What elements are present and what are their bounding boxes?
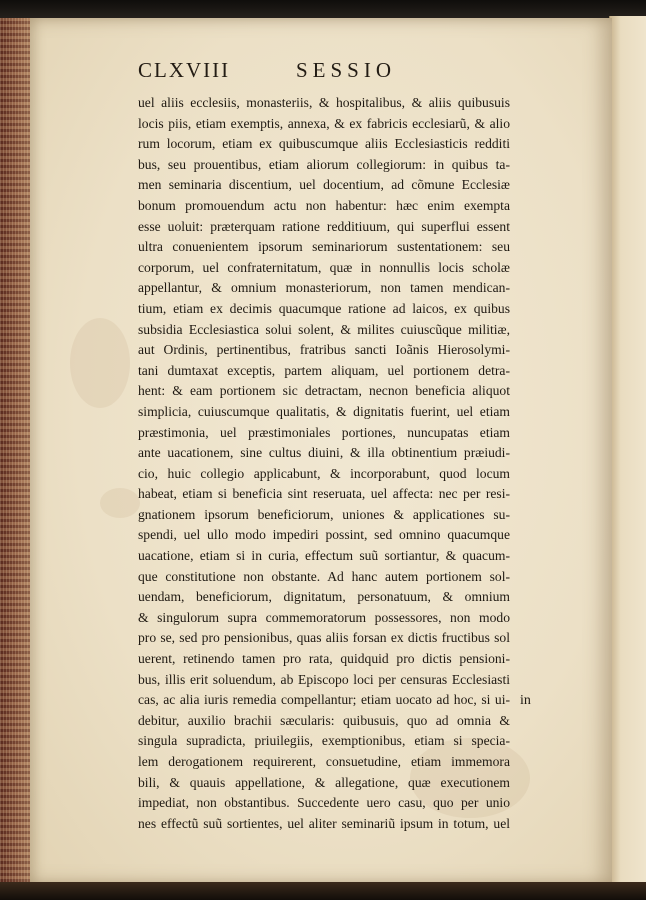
text-line: uel aliis ecclesiis, monasteriis, & hospitalibus, & aliis quibusuis <box>138 95 510 110</box>
text-line: tium, etiam ex decimis quacumque ratione ad laicos, ex quibus <box>138 300 510 316</box>
backdrop-bottom <box>0 882 646 900</box>
text-line: uendam, beneficiorum, dignitatum, personatuum, & omnium <box>138 589 510 605</box>
text-line: bus, illis erit soluendum, ab Episcopo loci per censuras Ecclesiasti <box>138 671 510 687</box>
text-line: locis piis, etiam exemptis, annexa, & ex fabricis ecclesiarũ, & alio <box>138 115 510 131</box>
text-line: hent: & eam portionem sic detractam, necnon beneficia aliquot <box>138 383 510 399</box>
text-line: habeat, etiam si beneficia sint reseruata, uel affecta: nec per resi- <box>138 486 510 502</box>
text-line: bonum promouendum actu non habentur: hæc enim exempta <box>138 197 510 213</box>
page-header <box>138 58 438 88</box>
text-line: ultra conuenientem ipsorum seminariorum sustentationem: seu <box>138 239 510 255</box>
body-text <box>138 93 510 834</box>
facing-page-edge <box>609 16 646 888</box>
text-line: corporum, uel confraternitatum, quæ in nonnullis locis scholæ <box>138 259 510 275</box>
text-line: præstimonia, uel præstimoniales portiones, nuncupatas etiam <box>138 424 510 440</box>
text-line: aut Ordinis, pertinentibus, fratribus sancti Ioãnis Hierosolymi- <box>138 342 510 358</box>
text-line: que constitutione non obstante. Ad hanc autem portionem sol- <box>138 568 510 584</box>
text-line: subsidia Ecclesiastica solui solent, & milites cuiuscũque militiæ, <box>138 321 510 337</box>
text-line: pro se, sed pro pensionibus, quas aliis forsan ex dictis fructibus sol <box>138 630 510 646</box>
text-line: bili, & quauis appellatione, & allegatione, quæ executionem <box>138 774 510 790</box>
text-line: cio, huic collegio applicabunt, & incorporabunt, quod locum <box>138 465 510 481</box>
text-line: men seminaria discentium, uel docentium, ad cõmune Ecclesiæ <box>138 177 510 193</box>
text-line: uacatione, etiam si in curia, effectum suũ sortiantur, & quacum- <box>138 548 510 564</box>
text-line: ante uacationem, sine cultus diuini, & illa obtinentium præiudi- <box>138 445 510 461</box>
text-line: rum locorum, etiam ex quibuscumque aliis Ecclesiasticis redditi <box>138 136 510 152</box>
running-head: SESSIO <box>296 58 397 82</box>
folio-number: CLXVIII <box>138 58 231 82</box>
text-line: gnationem ipsorum beneficiorum, uniones & applicationes su- <box>138 506 510 522</box>
catchword: in <box>520 693 531 708</box>
paper-stain <box>70 318 130 408</box>
text-line: nes effectũ suũ sortientes, uel aliter seminariũ ipsum in totum, uel <box>138 815 510 831</box>
text-line: uerent, retinendo tamen pro rata, quidquid pro dictis pensioni- <box>138 651 510 667</box>
text-line: singula supradicta, priuilegiis, exemptionibus, etiam si specia- <box>138 733 510 749</box>
text-line: spendi, uel ullo modo impediri possint, sed omnino quacumque <box>138 527 510 543</box>
text-line: tani dumtaxat exceptis, partem aliquam, uel portionem detra- <box>138 362 510 378</box>
text-line: simplicia, cuiuscumque qualitatis, & dignitatis fuerint, uel etiam <box>138 403 510 419</box>
text-line: appellantur, & omnium monasteriorum, non tamen mendican- <box>138 280 510 296</box>
paper-stain <box>100 488 140 518</box>
text-line: debitur, auxilio brachii sæcularis: quibusuis, quo ad omnia & <box>138 712 510 728</box>
text-line: esse uoluit: præterquam ratione redditiuum, qui superflui essent <box>138 218 510 234</box>
book-edge <box>0 18 31 888</box>
text-line: lem derogationem requirerent, consuetudine, etiam immemora <box>138 754 510 769</box>
text-line: & singulorum supra commemoratorum possessores, non modo <box>138 609 510 625</box>
text-line: cas, ac alia iuris remedia compellantur; etiam uocato ad hoc, si ui- <box>138 692 510 708</box>
text-line: impediat, non obstantibus. Succedente uero casu, quo per unio <box>138 795 510 811</box>
text-line: bus, seu prouentibus, etiam aliorum collegiorum: in quibus ta- <box>138 156 510 172</box>
